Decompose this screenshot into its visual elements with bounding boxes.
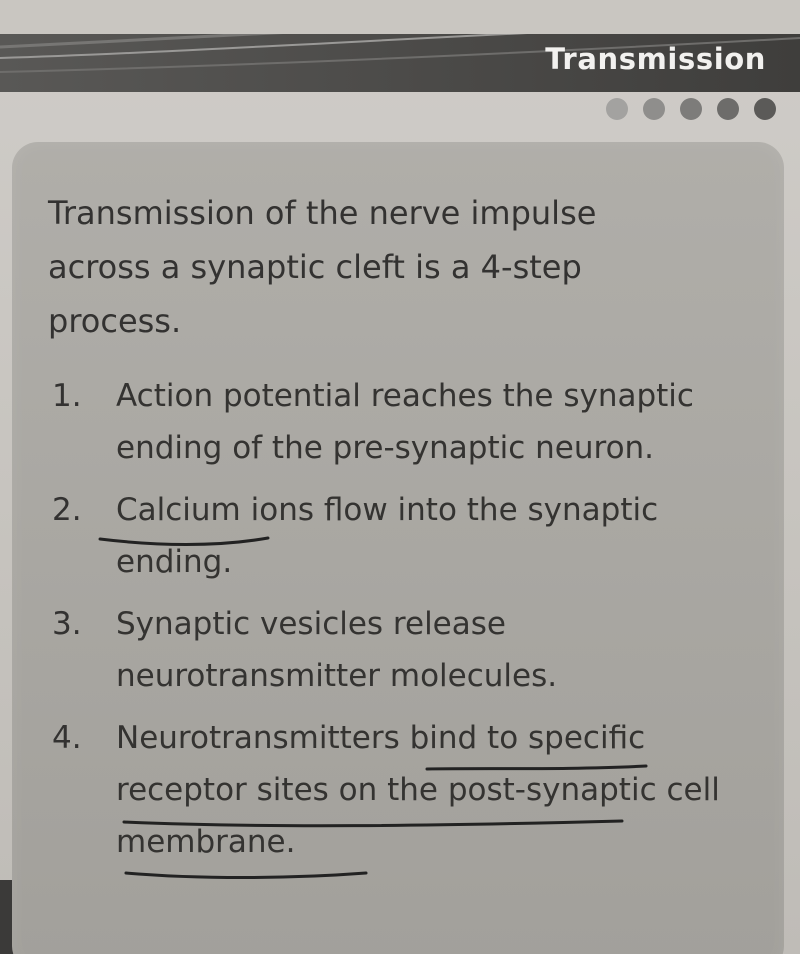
step-text: Action potential reaches the synaptic ending of the pre-synaptic neuron.: [116, 378, 694, 466]
progress-dot: [606, 98, 628, 120]
page-title: Transmission: [545, 42, 766, 76]
header-band: [0, 0, 800, 92]
step-number: 3.: [52, 606, 82, 642]
step-text: Synaptic vesicles release neurotransmitter molecules.: [116, 606, 558, 694]
step-number: 1.: [52, 378, 82, 414]
step-list: [52, 370, 762, 878]
intro-text: Transmission of the nerve impulse across a synaptic cleft is a 4-step process.: [48, 194, 597, 340]
step-number: 2.: [52, 492, 82, 528]
content-card: [12, 142, 784, 954]
step-item: [52, 370, 762, 474]
step-number: 4.: [52, 720, 82, 756]
progress-dot: [754, 98, 776, 120]
step-item: [52, 598, 762, 702]
step-item: [52, 712, 762, 868]
progress-dot: [643, 98, 665, 120]
progress-dot: [717, 98, 739, 120]
progress-dot: [680, 98, 702, 120]
step-text: Calcium ions flow into the synaptic ending.: [116, 492, 659, 580]
step-text: Neurotransmitters bind to specific receptor sites on the post-synaptic cell membrane.: [116, 720, 720, 860]
progress-dots: [606, 98, 776, 120]
step-item: [52, 484, 762, 588]
